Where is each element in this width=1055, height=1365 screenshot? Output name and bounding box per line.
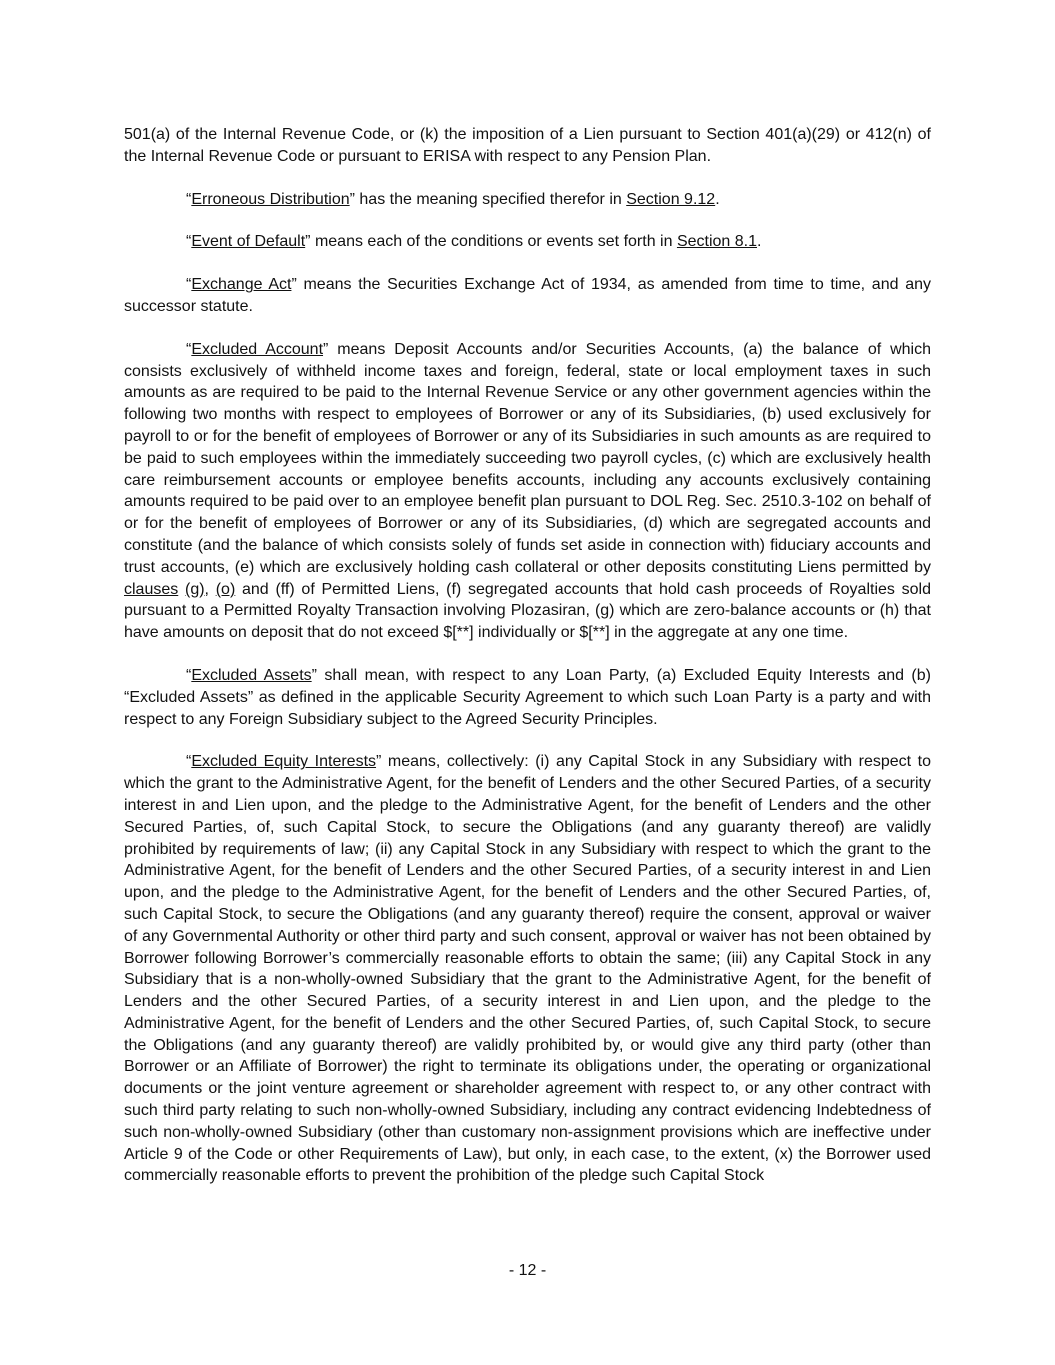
open-quote: “ xyxy=(186,233,192,251)
period: . xyxy=(757,233,762,251)
defined-term: Erroneous Distribution xyxy=(191,190,350,208)
period: . xyxy=(715,190,720,208)
open-quote: “ xyxy=(186,666,192,684)
clause-reference-g: (g), xyxy=(184,580,209,598)
open-quote: “ xyxy=(186,190,192,208)
section-reference: Section 9.12 xyxy=(626,190,716,208)
defined-term: Excluded Assets xyxy=(191,666,312,684)
definition-text: ” means, collectively: (i) any Capital Stock in any Subsidiary with respect to which the grant to the Administrative Agent, for the benefit of Lenders and the other Secured Parties, of a security interest in and Lien upon, and the pledge to the Administrative Agent, for the benefit of Lenders and the other Secured Parties, of, such Capital Stock, to secure the Obligations (and any guaranty thereof) are validly prohibited by requirements of law; (ii) any Capital Stock in any Subsidiary with respect to which the grant to the Administrative Agent, for the benefit of Lenders and the other Secured Parties, of a security interest in and Lien upon, and the pledge to the Administrative Agent, for the benefit of Lenders and the other Secured Parties, of, such Capital Stock, to secure the Obligations (and any guaranty thereof) require the consent, approval or waiver of any Governmental Authority or other third party and such consent, approval or waiver has not been obtained by Borrower following Borrower’s commercially reasonable efforts to obtain the same; (iii) any Capital Stock in any Subsidiary that is a non-wholly-owned Subsidiary that the grant to the Administrative Agent, for the benefit of Lenders and the other Secured Parties, of a security interest in and Lien upon, and the pledge to the Administrative Agent, for the benefit of Lenders and the other Secured Parties, of, such Capital Stock, to secure the Obligations (and any guaranty thereof) are validly prohibited by, or would give any third party (other than Borrower or an Affiliate of Borrower) the right to terminate its obligations under, the operating or organizational documents or the joint venture agreement or shareholder agreement with respect to, or any other contract with such third party relating to such non-wholly-owned Subsidiary, including any contract evidencing Indebtedness of such non-wholly-owned Subsidiary (other than customary non-assignment provisions which are ineffective under Article 9 of the Code or other Requirements of Law), but only, in each case, to the extent, (x) the Borrower used commercially reasonable efforts to prevent the prohibition of the pledge such Capital Stock xyxy=(124,753,931,1185)
definition-excluded-assets xyxy=(124,665,931,730)
open-quote: “ xyxy=(186,276,192,294)
definition-excluded-account xyxy=(124,339,931,644)
definition-text-continued: and (ff) of Permitted Liens, (f) segregated accounts that hold cash proceeds of Royalties sold pursuant to a Permitted Royalty Transaction involving Plozasiran, (g) which are zero-balance accounts or (h) that have amounts on deposit that do not exceed $[**] individually or $[**] in the aggregate at any one time. xyxy=(124,580,931,642)
definition-event-of-default xyxy=(124,231,931,253)
space xyxy=(178,581,185,598)
defined-term: Exchange Act xyxy=(191,276,292,294)
definition-text: ” has the meaning specified therefor in xyxy=(349,190,627,208)
definition-erroneous-distribution xyxy=(124,189,931,211)
page-number: - 12 - xyxy=(508,1262,547,1279)
definition-excluded-equity-interests xyxy=(124,751,931,1187)
space xyxy=(209,581,216,598)
clause-reference: clauses xyxy=(124,580,179,598)
open-quote: “ xyxy=(186,753,192,771)
paragraph-erisa-continuation xyxy=(124,124,931,168)
definition-text: ” means the Securities Exchange Act of 1934, as amended from time to time, and any successor statute. xyxy=(124,276,932,315)
defined-term: Event of Default xyxy=(191,233,306,251)
definition-exchange-act xyxy=(124,274,931,318)
defined-term: Excluded Equity Interests xyxy=(191,753,377,771)
section-reference: Section 8.1 xyxy=(676,233,757,251)
clause-reference-o: (o) xyxy=(215,580,236,598)
open-quote: “ xyxy=(186,340,192,358)
paragraph-text: 501(a) of the Internal Revenue Code, or (k) the imposition of a Lien pursuant to Section 401(a)(29) or 412(n) of the Internal Revenue Code or pursuant to ERISA with respect to any Pension Plan. xyxy=(124,126,931,165)
definition-text: ” means each of the conditions or events set forth in xyxy=(305,233,677,251)
document-page xyxy=(124,124,931,1208)
definition-text: ” shall mean, with respect to any Loan Party, (a) Excluded Equity Interests and (b) “Excluded Assets” as defined in the applicable Security Agreement to which such Loan Party is a party and with respect to any Foreign Subsidiary subject to the Agreed Security Principles. xyxy=(124,666,931,728)
definition-text: ” means Deposit Accounts and/or Securities Accounts, (a) the balance of which consists exclusively of withheld income taxes and foreign, federal, state or local employment taxes in such amounts as are required to be paid to the Internal Revenue Service or any other government agencies within the following two months with respect to employees of Borrower or any of its Subsidiaries, (b) used exclusively for payroll to or for the benefit of employees of Borrower or any of its Subsidiaries in such amounts as are required to be paid to such employees within the immediately succeeding two payroll cycles, (c) which are exclusively health care reimbursement accounts or employee benefits accounts, including any accounts exclusively containing amounts required to be paid over to an employee benefit plan pursuant to DOL Reg. Sec. 2510.3-102 on behalf of or for the benefit of employees of Borrower or any of its Subsidiaries, (d) which are segregated accounts and constitute (and the balance of which consists solely of funds set aside in connection with) fiduciary accounts and trust accounts, (e) which are exclusively holding cash collateral or other deposits constituting Liens permitted by xyxy=(124,340,932,576)
defined-term: Excluded Account xyxy=(191,340,324,358)
